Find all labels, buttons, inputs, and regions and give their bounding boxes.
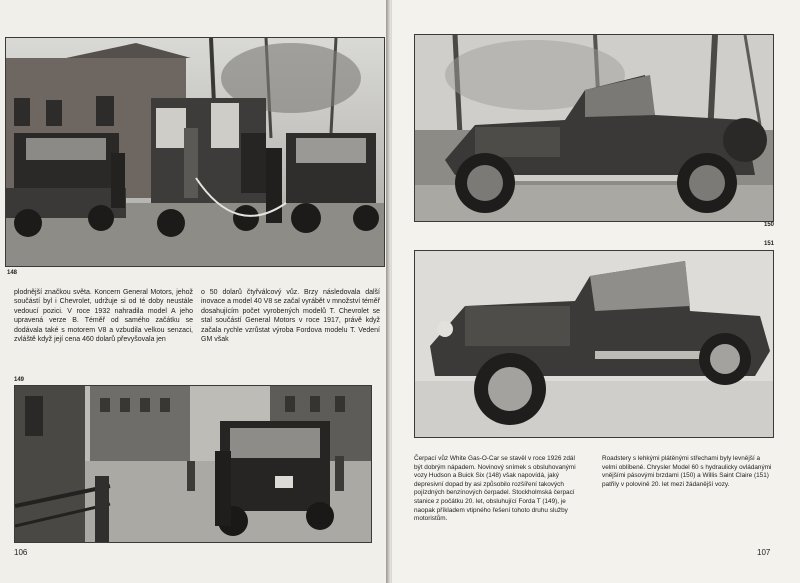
photo-150-chrysler-roadster: [414, 34, 774, 222]
figure-150-label: 150: [764, 222, 775, 228]
page-number-right: 107: [757, 548, 771, 557]
right-page: [392, 0, 800, 583]
figure-151-label: 151: [764, 241, 775, 247]
photo-151-willis-saint-claire: [414, 250, 774, 438]
left-text-column-2: o 50 dolarů čtyřválcový vůz. Brzy následovala další inovace a model 40 V8 se začal vyrábět v množství téměř dosahujícím počet vyrobených modelů T. Chevrolet se stal součástí General Motors v roce 1917, právě když začala rychle vzrůstat výroba Fordova modelu T. Vedení GM však: [201, 289, 380, 344]
page-number-left: 106: [14, 548, 28, 557]
left-text-column-1: plodnější značkou světa. Koncern General Motors, jehož součástí byl i Chevrolet, udržuje si od té doby neustále vedoucí pozici. V roce 1932 nahradila model A jeho upravená verze B. Téměř od samého začátku se dodávala také s motorem V8 a vzbudila velkou senzaci, zvláště když její cena 460 dolarů převyšovala jen: [14, 289, 193, 344]
left-page: [0, 0, 388, 583]
caption-gas-o-car: Čerpací vůz White Gas-O-Car se stavěl v roce 1926 zdál být dobrým nápadem. Novinový snímek s obsluhovanými vozy Hudson a Buick Six (148) však napovídá, jaký depresivní dopad by asi způsobilo rozšíření takových pojízdných benzínových čerpadel. Stockholmská čerpací stanice z počátku 20. let, obsluhující Forda T (149), je naopak příkladem vtipného řešení tohoto druhu služby motoristům.: [414, 455, 576, 523]
figure-148-label: 148: [7, 270, 18, 276]
photo-148-gas-truck: [5, 37, 385, 267]
photo-149-stockholm-station: [14, 385, 372, 543]
figure-149-label: 149: [14, 377, 25, 383]
caption-roadsters: Roadstery s lehkými plátěnými střechami byly levnější a velmi oblíbené. Chrysler Model 60 s hydraulicky ovládanými vnějšími pásovými brzdami (150) a Willis Saint Claire (151) patřily v polovině 20. let mezi žádanější vozy.: [602, 455, 772, 488]
